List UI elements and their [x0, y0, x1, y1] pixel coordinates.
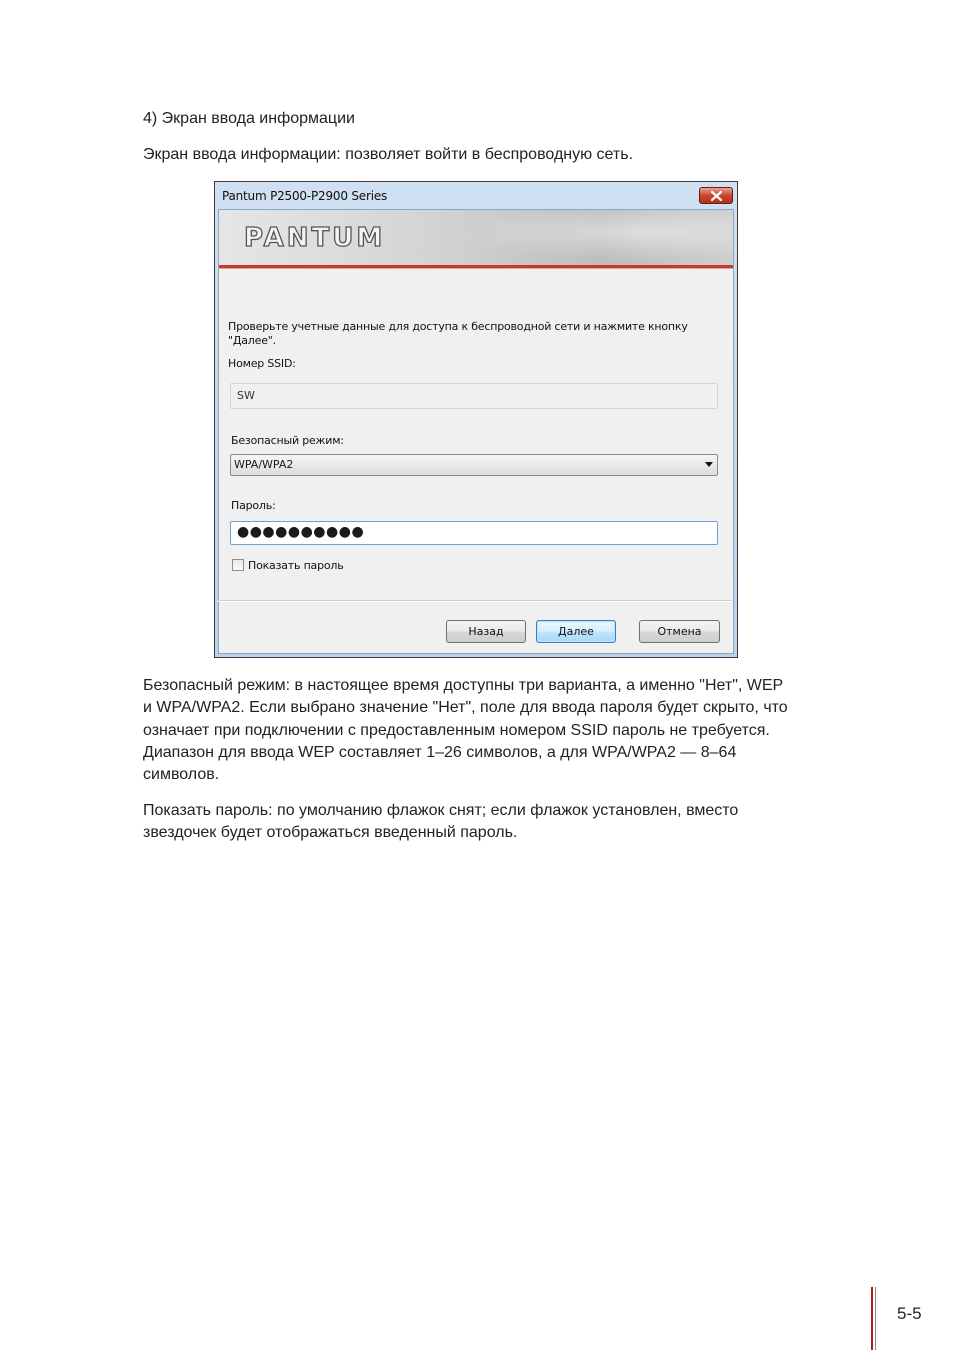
- dialog-separator: [218, 600, 732, 602]
- chevron-down-icon: [705, 462, 713, 467]
- page-number: 5-5: [897, 1304, 922, 1323]
- ssid-label: Номер SSID:: [228, 357, 296, 370]
- security-mode-paragraph: Безопасный режим: в настоящее время доступны три варианта, а именно "Нет", WEP и WPA/WPA2. Если выбрано значение "Нет", поле для ввода пароля будет скрыто, что означает при подключении с предоставленным номером SSID пароль не требуется. Диапазон для ввода WEP составляет 1–26 символов, а для WPA/WPA2 — 8–64 символов.: [143, 677, 788, 784]
- show-password-paragraph: Показать пароль: по умолчанию флажок снят; если флажок установлен, вместо звездочек будет отображаться введенный пароль.: [143, 802, 739, 842]
- cancel-button[interactable]: Отмена: [639, 620, 720, 643]
- footer-rule: [871, 1287, 873, 1350]
- security-mode-value: WPA/WPA2: [234, 458, 294, 471]
- show-password-checkbox[interactable]: [232, 559, 244, 571]
- section-heading: 4) Экран ввода информации: [143, 110, 355, 127]
- close-icon: [711, 191, 722, 201]
- close-button[interactable]: [699, 187, 733, 204]
- security-label: Безопасный режим:: [231, 434, 344, 447]
- password-label: Пароль:: [231, 499, 276, 512]
- next-button[interactable]: Далее: [536, 620, 616, 643]
- dialog-client: [218, 209, 734, 654]
- dialog-titlebar[interactable]: [215, 182, 737, 209]
- instruction-text: Проверьте учетные данные для доступа к беспроводной сети и нажмите кнопку "Далее".: [228, 320, 688, 347]
- dialog-window: [214, 181, 738, 658]
- security-mode-select[interactable]: [230, 454, 718, 476]
- password-input[interactable]: ●●●●●●●●●●: [230, 521, 718, 545]
- dialog-title: Pantum P2500-P2900 Series: [222, 189, 388, 203]
- brand-text: PANTUM: [244, 223, 386, 252]
- brand-banner: [219, 210, 733, 266]
- back-button[interactable]: Назад: [446, 620, 526, 643]
- intro-text: Экран ввода информации: позволяет войти в беспроводную сеть.: [143, 146, 634, 163]
- ssid-field: SW: [230, 383, 718, 409]
- show-password-label[interactable]: Показать пароль: [248, 559, 344, 572]
- footer-rule-secondary: [875, 1287, 876, 1350]
